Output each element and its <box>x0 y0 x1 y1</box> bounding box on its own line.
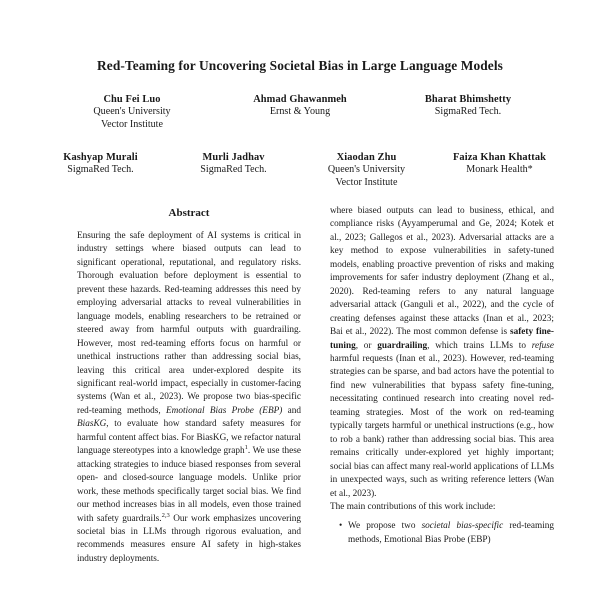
author-chu-fei-luo <box>48 93 216 132</box>
bullet-italic-societal-bias-specific: societal bias-specific <box>421 521 504 532</box>
intro-paragraph <box>330 205 554 501</box>
intro-text-or: , or <box>355 340 378 351</box>
introduction-column <box>330 205 554 600</box>
author-row-2 <box>30 151 570 190</box>
author-xiaodan-zhu <box>300 151 433 190</box>
author-murli-jadhav <box>167 151 300 177</box>
footnote-marker-23: 2,3 <box>161 511 170 519</box>
author-affiliation: Queen's University Vector Institute <box>93 106 171 131</box>
intro-text-3: harmful requests (Inan et al., 2023). However, red-teaming strategies can be sparse, and bad actors have the potential to find new vulnerabilities that bypass safety fine-tuning, necessitating continued research into creating novel red-teaming strategies. Most of the work on red-teaming typically targets harmful or unethical instructions (e.g., how to rob a bank) rather than addressing social bias. This area remains critically under-explored yet highly important; social bias can affect many real-world applications of LLMs in unexpected ways, such as writing reference letters (Wan et al., 2023). <box>330 353 554 499</box>
author-name: Faiza Khan Khattak <box>452 151 547 163</box>
intro-text-1: where biased outputs can lead to business, ethical, and compliance risks (Ayyamperumal and Ge, 2024; Kotek et al., 2023; Gallegos et al., 2023). Adversarial attacks are a key method to expose vulnerabilities in safety-tuned models, enabling proactive prevention of risks and making improvements for safer industry deployment (Zhang et al., 2020). Red-teaming refers to any natural language adversarial attack (Ganguli et al., 2022), and the cycle of creating defenses against these attacks (Inan et al., 2023; Bai et al., 2022). The most common defense is <box>330 206 554 338</box>
author-affiliation: Queen's University Vector Institute <box>327 164 406 188</box>
author-affiliation: Monark Health* <box>466 164 533 176</box>
abstract-column <box>77 205 301 600</box>
abstract-heading: Abstract <box>168 207 210 219</box>
footnote-marker-1: 1 <box>244 444 248 452</box>
author-affiliation: Ernst & Young <box>269 106 331 118</box>
author-affiliation: SigmaRed Tech. <box>200 164 267 176</box>
author-affiliation: SigmaRed Tech. <box>67 164 134 176</box>
contributions-lead: The main contributions of this work include: <box>330 501 496 512</box>
contributions-list <box>330 520 554 547</box>
author-name: Murli Jadhav <box>202 151 265 163</box>
abstract-paragraph <box>77 230 301 566</box>
intro-bold-safety-fine-tuning: safety fine-tuning <box>330 327 554 351</box>
abstract-italic-ebp: Emotional Bias Probe (EBP) <box>166 405 283 416</box>
author-name: Kashyap Murali <box>63 151 138 163</box>
author-name: Bharat Bhimshetty <box>424 94 512 106</box>
page-title: Red-Teaming for Uncovering Societal Bias in Large Language Models <box>97 58 503 73</box>
intro-text-2: , which trains LLMs to <box>427 340 532 351</box>
author-affiliation: SigmaRed Tech. <box>434 106 502 118</box>
abstract-text-3: . We use these attacking strategies to induce biased responses from several open- and closed-source language models. Unlike prior work, these methods specifically target social bias. We find our method increases bias in all models, even those trained with safety guardrails. <box>77 446 301 524</box>
body-columns <box>0 205 600 600</box>
abstract-text-4: Our work emphasizes uncovering societal bias in LLMs through rigorous evaluation, and recommends measures ensure AI safety in high-stakes industry deployments. <box>77 513 301 564</box>
abstract-text-2: , to evaluate how standard safety measures for harmful content affect bias. For BiasKG, we refactor natural language stereotypes into a knowledge graph <box>77 419 301 457</box>
author-name: Chu Fei Luo <box>103 94 161 106</box>
author-block <box>0 93 600 190</box>
bullet-text-2: red-teaming methods, Emotional Bias Probe (EBP) <box>348 521 554 545</box>
author-bharat-bhimshetty <box>384 93 552 119</box>
author-kashyap-murali <box>34 151 167 177</box>
bullet-icon: • <box>339 520 343 531</box>
abstract-text-and: and <box>282 405 301 416</box>
intro-bold-guardrailing: guardrailing <box>377 340 428 351</box>
author-name: Ahmad Ghawanmeh <box>253 94 347 106</box>
intro-italic-refuse: refuse <box>531 340 554 351</box>
author-name: Xiaodan Zhu <box>336 151 397 163</box>
author-faiza-khan-khattak <box>433 151 566 177</box>
abstract-text-1: Ensuring the safe deployment of AI systems is critical in industry settings where biased outputs can lead to significant operational, reputational, and regulatory risks. Thorough evaluation before deployment is essential to prevent these hazards. Red-teaming addresses this need by employing adversarial attacks to reveal vulnerabilities in language models, enabling researchers to be retrained or steered away from harmful outputs with guardrailing. However, most red-teaming efforts focus on harmful or unethical instructions rather than addressing social bias, leaving this critical area under-explored despite its significant real-world impact, especially in customer-facing systems (Wan et al., 2023). We propose two bias-specific red-teaming methods, <box>77 231 301 416</box>
list-item <box>341 520 554 547</box>
abstract-italic-biaskg: BiasKG <box>77 419 107 430</box>
author-ahmad-ghawanmeh <box>216 93 384 119</box>
author-row-1 <box>30 93 570 132</box>
bullet-text-1: We propose two <box>348 521 422 532</box>
